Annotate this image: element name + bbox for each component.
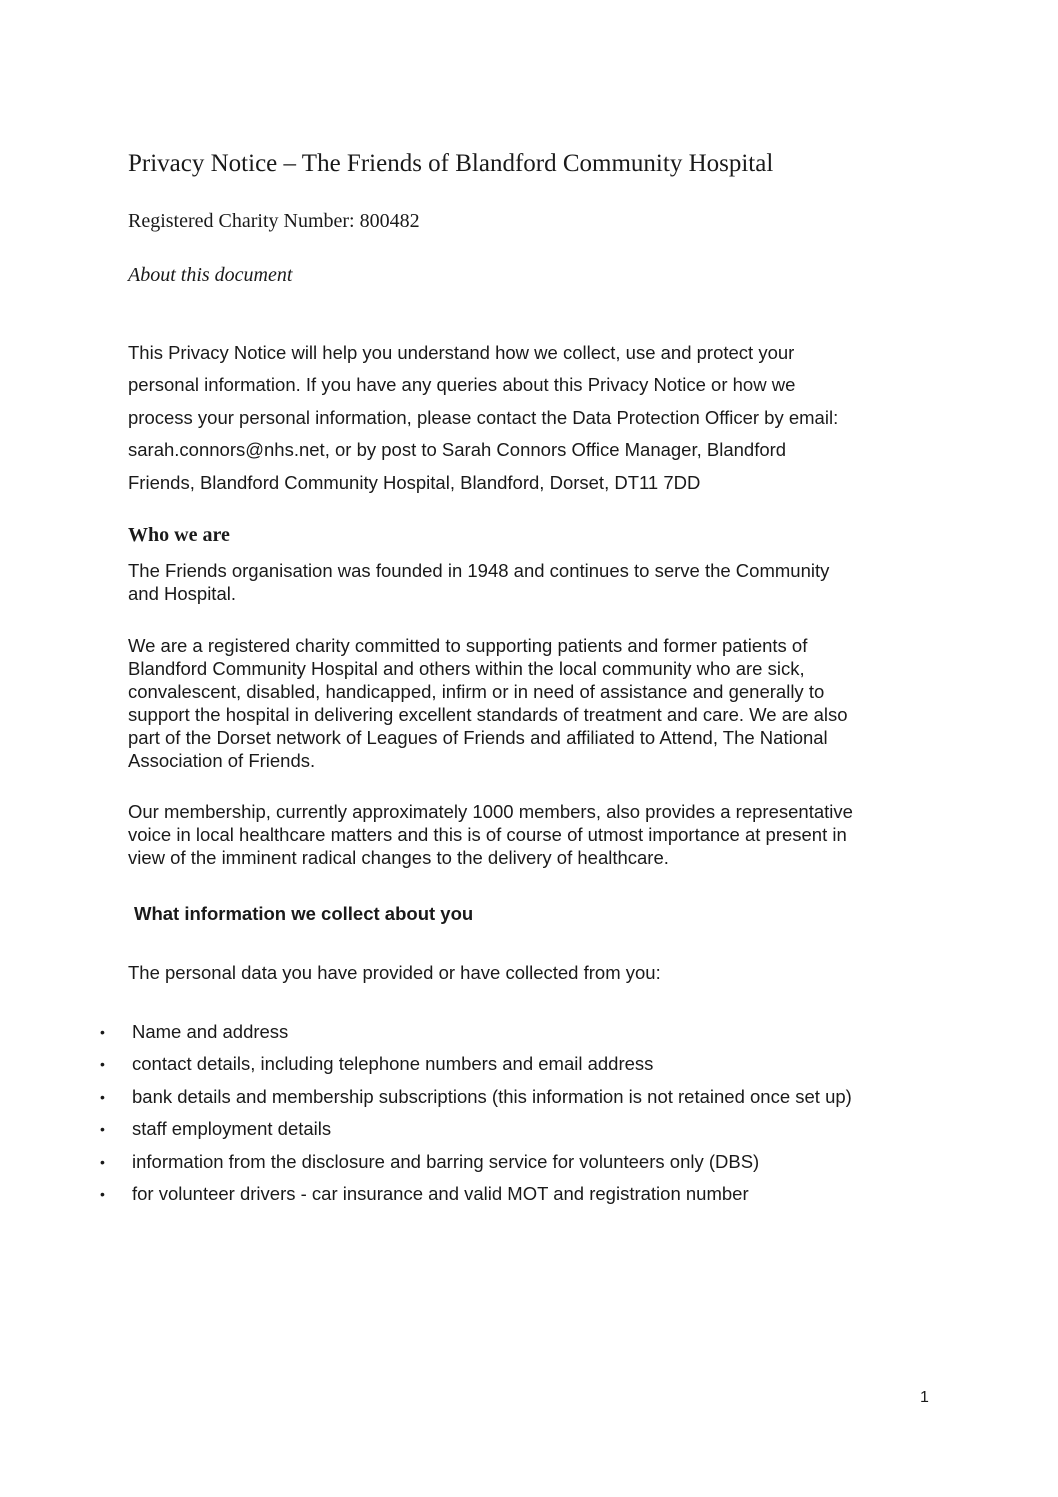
list-item	[96, 1178, 916, 1210]
list-item	[96, 1016, 916, 1048]
paragraph-line: We are a registered charity committed to supporting patients and former patients of	[128, 635, 808, 656]
list-item-text: Name and address	[132, 1021, 289, 1042]
intro-line: process your personal information, please contact the Data Protection Officer by email:	[128, 406, 839, 428]
list-item	[96, 1146, 916, 1178]
bullet-icon: •	[100, 1056, 105, 1073]
who-paragraph-2	[128, 634, 938, 772]
document-title: Privacy Notice – The Friends of Blandford Community Hospital	[128, 150, 774, 177]
intro-paragraph	[128, 337, 928, 499]
paragraph-line: view of the imminent radical changes to the delivery of healthcare.	[128, 847, 669, 868]
paragraph-line: Our membership, currently approximately 1000 members, also provides a representative	[128, 801, 853, 822]
paragraph-line: Association of Friends.	[128, 750, 316, 771]
paragraph-line: convalescent, disabled, handicapped, infirm or in need of assistance and generally to	[128, 681, 825, 702]
list-item-text: information from the disclosure and barring service for volunteers only (DBS)	[132, 1150, 760, 1172]
who-paragraph-3	[128, 800, 938, 869]
paragraph-line: Blandford Community Hospital and others within the local community who are sick,	[128, 658, 805, 679]
paragraph-line: support the hospital in delivering excellent standards of treatment and care. We are also	[128, 704, 848, 725]
page-number: 1	[920, 1389, 929, 1406]
paragraph-line: part of the Dorset network of Leagues of Friends and affiliated to Attend, The National	[128, 727, 828, 748]
who-we-are-heading: Who we are	[128, 524, 230, 546]
list-item-text: for volunteer drivers - car insurance and valid MOT and registration number	[132, 1183, 749, 1205]
list-item	[96, 1113, 916, 1145]
list-item	[96, 1081, 916, 1113]
collected-data-list	[96, 1016, 916, 1210]
who-paragraph-1	[128, 559, 938, 605]
charity-number: Registered Charity Number: 800482	[128, 210, 420, 232]
bullet-icon: •	[100, 1186, 105, 1203]
bullet-icon: •	[100, 1121, 105, 1138]
collect-heading: What information we collect about you	[134, 903, 474, 924]
paragraph-line: voice in local healthcare matters and this is of course of utmost importance at present in	[128, 824, 847, 845]
intro-line: sarah.connors@nhs.net, or by post to Sarah Connors Office Manager, Blandford	[128, 439, 787, 461]
collect-intro: The personal data you have provided or have collected from you:	[128, 962, 661, 983]
intro-line: personal information. If you have any queries about this Privacy Notice or how we	[128, 374, 796, 396]
bullet-icon: •	[100, 1153, 105, 1170]
paragraph-line: The Friends organisation was founded in 1948 and continues to serve the Community	[128, 560, 830, 581]
bullet-icon: •	[100, 1024, 105, 1040]
list-item-text: staff employment details	[132, 1118, 332, 1140]
intro-line: Friends, Blandford Community Hospital, Blandford, Dorset, DT11 7DD	[128, 471, 701, 493]
about-heading: About this document	[128, 264, 293, 286]
list-item	[96, 1048, 916, 1080]
intro-line: This Privacy Notice will help you understand how we collect, use and protect your	[128, 342, 795, 363]
bullet-icon: •	[100, 1088, 105, 1105]
list-item-text: contact details, including telephone numbers and email address	[132, 1053, 654, 1075]
list-item-text: bank details and membership subscriptions (this information is not retained once set up)	[132, 1085, 852, 1107]
paragraph-line: and Hospital.	[128, 583, 236, 604]
